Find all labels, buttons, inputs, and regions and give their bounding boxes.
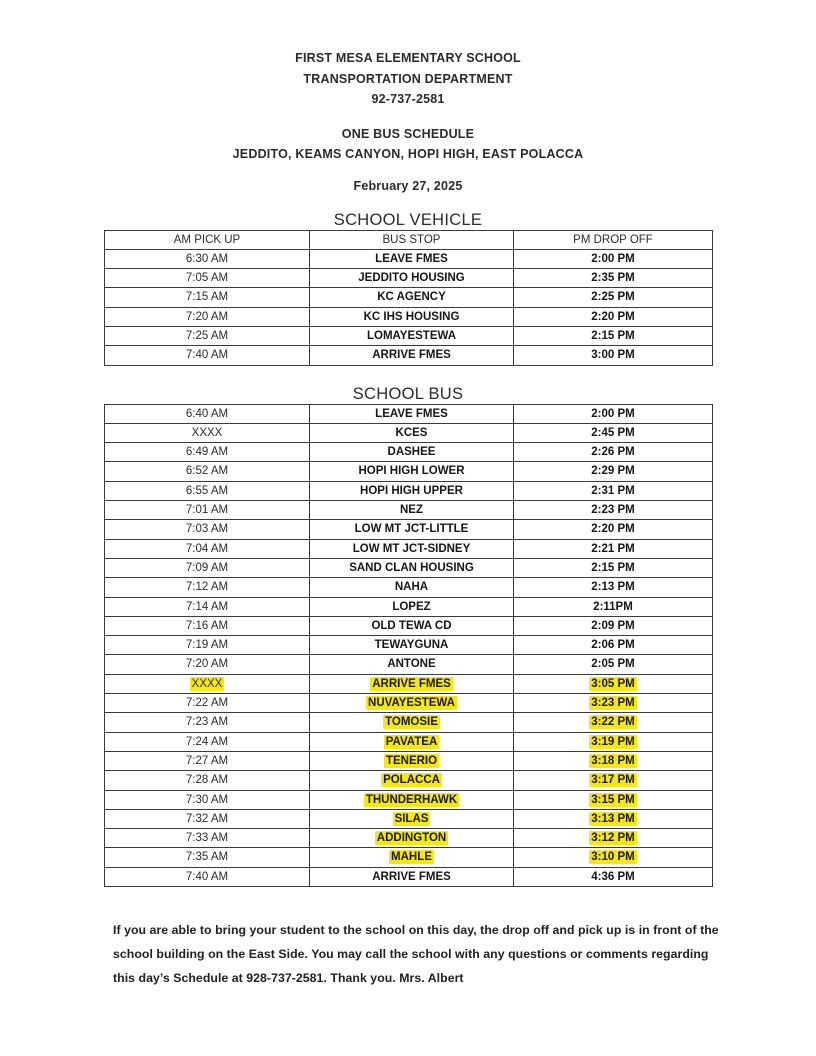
highlight-marker: 3:23 PM: [591, 697, 635, 710]
pm-drop-off-cell: [514, 694, 713, 713]
bus-stop-cell: OLD TEWA CD: [310, 616, 514, 635]
am-pick-up-cell: 7:40 AM: [105, 346, 310, 365]
table-row: [105, 578, 713, 597]
table-row: [105, 249, 713, 268]
bus-stop-cell: [310, 674, 514, 693]
bus-stop-cell: ANTONE: [310, 655, 514, 674]
table-row: [105, 694, 713, 713]
highlight-marker: PAVATEA: [385, 735, 438, 748]
highlight-marker: 3:05 PM: [591, 677, 635, 690]
bus-stop-cell: LOPEZ: [310, 597, 514, 616]
table-row: [105, 790, 713, 809]
table-row: [105, 326, 713, 345]
table-row: [105, 539, 713, 558]
pm-drop-off-cell: 2:00 PM: [514, 404, 713, 423]
table-row: [105, 346, 713, 365]
pm-drop-off-cell: 2:11PM: [514, 597, 713, 616]
bus-stop-cell: ARRIVE FMES: [310, 867, 514, 886]
bus-stop-cell: [310, 848, 514, 867]
table-row: [105, 423, 713, 442]
pm-drop-off-cell: [514, 771, 713, 790]
am-pick-up-cell: 7:24 AM: [105, 732, 310, 751]
schedule-subtitle: ONE BUS SCHEDULE: [341, 126, 475, 141]
highlight-marker: 3:17 PM: [591, 774, 635, 787]
am-pick-up-cell: 7:23 AM: [105, 713, 310, 732]
am-pick-up-cell: 7:20 AM: [105, 307, 310, 326]
highlight-marker: 3:12 PM: [591, 832, 635, 845]
highlight-marker: TOMOSIE: [385, 716, 438, 729]
am-pick-up-cell: 7:19 AM: [105, 636, 310, 655]
am-pick-up-cell: 7:03 AM: [105, 520, 310, 539]
school-vehicle-table: [104, 230, 713, 366]
table-row: [105, 520, 713, 539]
pm-drop-off-cell: [514, 809, 713, 828]
school-bus-table-body: [105, 404, 713, 886]
bus-stop-cell: NEZ: [310, 501, 514, 520]
am-pick-up-cell: 7:22 AM: [105, 694, 310, 713]
pm-drop-off-cell: 2:45 PM: [514, 423, 713, 442]
bus-stop-cell: JEDDITO HOUSING: [310, 269, 514, 288]
pm-drop-off-cell: 2:21 PM: [514, 539, 713, 558]
am-pick-up-cell: 6:49 AM: [105, 443, 310, 462]
pm-drop-off-cell: 4:36 PM: [514, 867, 713, 886]
pm-drop-off-cell: 2:31 PM: [514, 481, 713, 500]
highlight-marker: 3:13 PM: [591, 812, 635, 825]
bus-stop-cell: KCES: [310, 423, 514, 442]
am-pick-up-cell: 7:25 AM: [105, 326, 310, 345]
bus-stop-cell: SAND CLAN HOUSING: [310, 558, 514, 577]
highlight-marker: XXXX: [191, 677, 223, 690]
pm-drop-off-cell: [514, 848, 713, 867]
bus-stop-cell: LEAVE FMES: [310, 249, 514, 268]
am-pick-up-cell: [105, 674, 310, 693]
bus-stop-cell: LOW MT JCT-LITTLE: [310, 520, 514, 539]
bus-stop-cell: TEWAYGUNA: [310, 636, 514, 655]
pm-drop-off-cell: [514, 829, 713, 848]
table-row: [105, 848, 713, 867]
table-row: [105, 481, 713, 500]
highlight-marker: 3:19 PM: [591, 735, 635, 748]
pm-drop-off-cell: 2:13 PM: [514, 578, 713, 597]
tables-gap: [0, 366, 816, 385]
pm-drop-off-cell: 2:05 PM: [514, 655, 713, 674]
department-name: TRANSPORTATION DEPARTMENT: [303, 71, 513, 86]
school-vehicle-table-head: [105, 230, 713, 249]
bus-stop-cell: [310, 694, 514, 713]
school-bus-table: [104, 404, 713, 887]
school-bus-table-wrap: [104, 404, 712, 887]
bus-stop-cell: [310, 809, 514, 828]
am-pick-up-cell: 6:55 AM: [105, 481, 310, 500]
pm-drop-off-cell: 2:23 PM: [514, 501, 713, 520]
pm-drop-off-cell: 2:06 PM: [514, 636, 713, 655]
am-pick-up-cell: 7:16 AM: [105, 616, 310, 635]
table-row: [105, 809, 713, 828]
table-row: [105, 713, 713, 732]
pm-drop-off-cell: 2:29 PM: [514, 462, 713, 481]
header-spacer-1: [0, 110, 816, 124]
school-vehicle-table-body: [105, 249, 713, 365]
bus-stop-cell: LOW MT JCT-SIDNEY: [310, 539, 514, 558]
am-pick-up-cell: 7:01 AM: [105, 501, 310, 520]
footer-note: If you are able to bring your student to the school on this day, the drop off and pick up is in front of the school building on the East Side. You may call the school with any questions or comments regarding this day’s Schedule at 928-737-2581. Thank you. Mrs. Albert: [113, 923, 719, 985]
highlight-marker: NUVAYESTEWA: [368, 697, 455, 710]
bus-stop-cell: [310, 829, 514, 848]
pm-drop-off-cell: 2:20 PM: [514, 307, 713, 326]
am-pick-up-cell: 7:20 AM: [105, 655, 310, 674]
highlight-marker: 3:22 PM: [591, 716, 635, 729]
highlight-marker: 3:10 PM: [591, 851, 635, 864]
column-header-pm-drop-off: PM DROP OFF: [514, 230, 713, 249]
highlight-marker: TENERIO: [385, 754, 438, 767]
pm-drop-off-cell: 2:00 PM: [514, 249, 713, 268]
table-row: [105, 732, 713, 751]
table-row: [105, 404, 713, 423]
am-pick-up-cell: 7:27 AM: [105, 751, 310, 770]
section-title-school-bus: SCHOOL BUS: [352, 384, 464, 403]
am-pick-up-cell: 6:52 AM: [105, 462, 310, 481]
am-pick-up-cell: 7:14 AM: [105, 597, 310, 616]
table-row: [105, 674, 713, 693]
bus-stop-cell: LOMAYESTEWA: [310, 326, 514, 345]
am-pick-up-cell: 7:28 AM: [105, 771, 310, 790]
bus-stop-cell: [310, 771, 514, 790]
am-pick-up-cell: 7:40 AM: [105, 867, 310, 886]
table-row: [105, 307, 713, 326]
table-row: [105, 655, 713, 674]
bus-stop-cell: LEAVE FMES: [310, 404, 514, 423]
am-pick-up-cell: 6:30 AM: [105, 249, 310, 268]
column-header-am-pick-up: AM PICK UP: [105, 230, 310, 249]
bus-stop-cell: HOPI HIGH UPPER: [310, 481, 514, 500]
highlight-marker: THUNDERHAWK: [365, 793, 458, 806]
pm-drop-off-cell: 2:25 PM: [514, 288, 713, 307]
schedule-date: February 27, 2025: [353, 178, 463, 193]
am-pick-up-cell: 7:15 AM: [105, 288, 310, 307]
pm-drop-off-cell: 2:15 PM: [514, 558, 713, 577]
pm-drop-off-cell: 2:26 PM: [514, 443, 713, 462]
table-row: [105, 616, 713, 635]
highlight-marker: 3:15 PM: [591, 793, 635, 806]
table-row: [105, 829, 713, 848]
highlight-marker: MAHLE: [391, 851, 432, 864]
school-vehicle-table-wrap: [104, 230, 712, 366]
phone-number: 92-737-2581: [371, 92, 445, 106]
table-header-row: [105, 230, 713, 249]
pm-drop-off-cell: 2:20 PM: [514, 520, 713, 539]
table-row: [105, 636, 713, 655]
highlight-marker: ARRIVE FMES: [372, 677, 451, 690]
table-row: [105, 597, 713, 616]
bus-stop-cell: KC IHS HOUSING: [310, 307, 514, 326]
highlight-marker: SILAS: [394, 812, 429, 825]
table-row: [105, 462, 713, 481]
pm-drop-off-cell: [514, 674, 713, 693]
bus-stop-cell: [310, 732, 514, 751]
am-pick-up-cell: 7:33 AM: [105, 829, 310, 848]
am-pick-up-cell: 7:05 AM: [105, 269, 310, 288]
section-title-school-vehicle: SCHOOL VEHICLE: [333, 210, 483, 229]
am-pick-up-cell: 7:32 AM: [105, 809, 310, 828]
pm-drop-off-cell: [514, 790, 713, 809]
am-pick-up-cell: 7:12 AM: [105, 578, 310, 597]
school-name: FIRST MESA ELEMENTARY SCHOOL: [295, 51, 521, 65]
am-pick-up-cell: 7:09 AM: [105, 558, 310, 577]
bus-stop-cell: NAHA: [310, 578, 514, 597]
bus-stop-cell: HOPI HIGH LOWER: [310, 462, 514, 481]
highlight-marker: POLACCA: [383, 774, 440, 787]
bus-stop-cell: [310, 790, 514, 809]
highlight-marker: ADDINGTON: [376, 832, 447, 845]
header-table-gap: [0, 193, 816, 211]
bus-stop-cell: DASHEE: [310, 443, 514, 462]
pm-drop-off-cell: 2:15 PM: [514, 326, 713, 345]
pm-drop-off-cell: [514, 713, 713, 732]
table-row: [105, 558, 713, 577]
pm-drop-off-cell: 2:09 PM: [514, 616, 713, 635]
table-row: [105, 501, 713, 520]
am-pick-up-cell: 7:35 AM: [105, 848, 310, 867]
highlight-marker: 3:18 PM: [591, 754, 635, 767]
bus-stop-cell: [310, 751, 514, 770]
am-pick-up-cell: 7:30 AM: [105, 790, 310, 809]
pm-drop-off-cell: 2:35 PM: [514, 269, 713, 288]
am-pick-up-cell: 7:04 AM: [105, 539, 310, 558]
am-pick-up-cell: 6:40 AM: [105, 404, 310, 423]
table-row: [105, 867, 713, 886]
table-row: [105, 269, 713, 288]
header-spacer-2: [0, 165, 816, 179]
table-row: [105, 751, 713, 770]
bus-stop-cell: ARRIVE FMES: [310, 346, 514, 365]
document-header: [0, 0, 816, 193]
am-pick-up-cell: XXXX: [105, 423, 310, 442]
pm-drop-off-cell: 3:00 PM: [514, 346, 713, 365]
table-row: [105, 443, 713, 462]
bus-stop-cell: [310, 713, 514, 732]
bus-stop-cell: KC AGENCY: [310, 288, 514, 307]
table-row: [105, 771, 713, 790]
pm-drop-off-cell: [514, 751, 713, 770]
table-row: [105, 288, 713, 307]
schedule-route-line: JEDDITO, KEAMS CANYON, HOPI HIGH, EAST POLACCA: [232, 147, 584, 161]
pm-drop-off-cell: [514, 732, 713, 751]
column-header-bus-stop: BUS STOP: [310, 230, 514, 249]
